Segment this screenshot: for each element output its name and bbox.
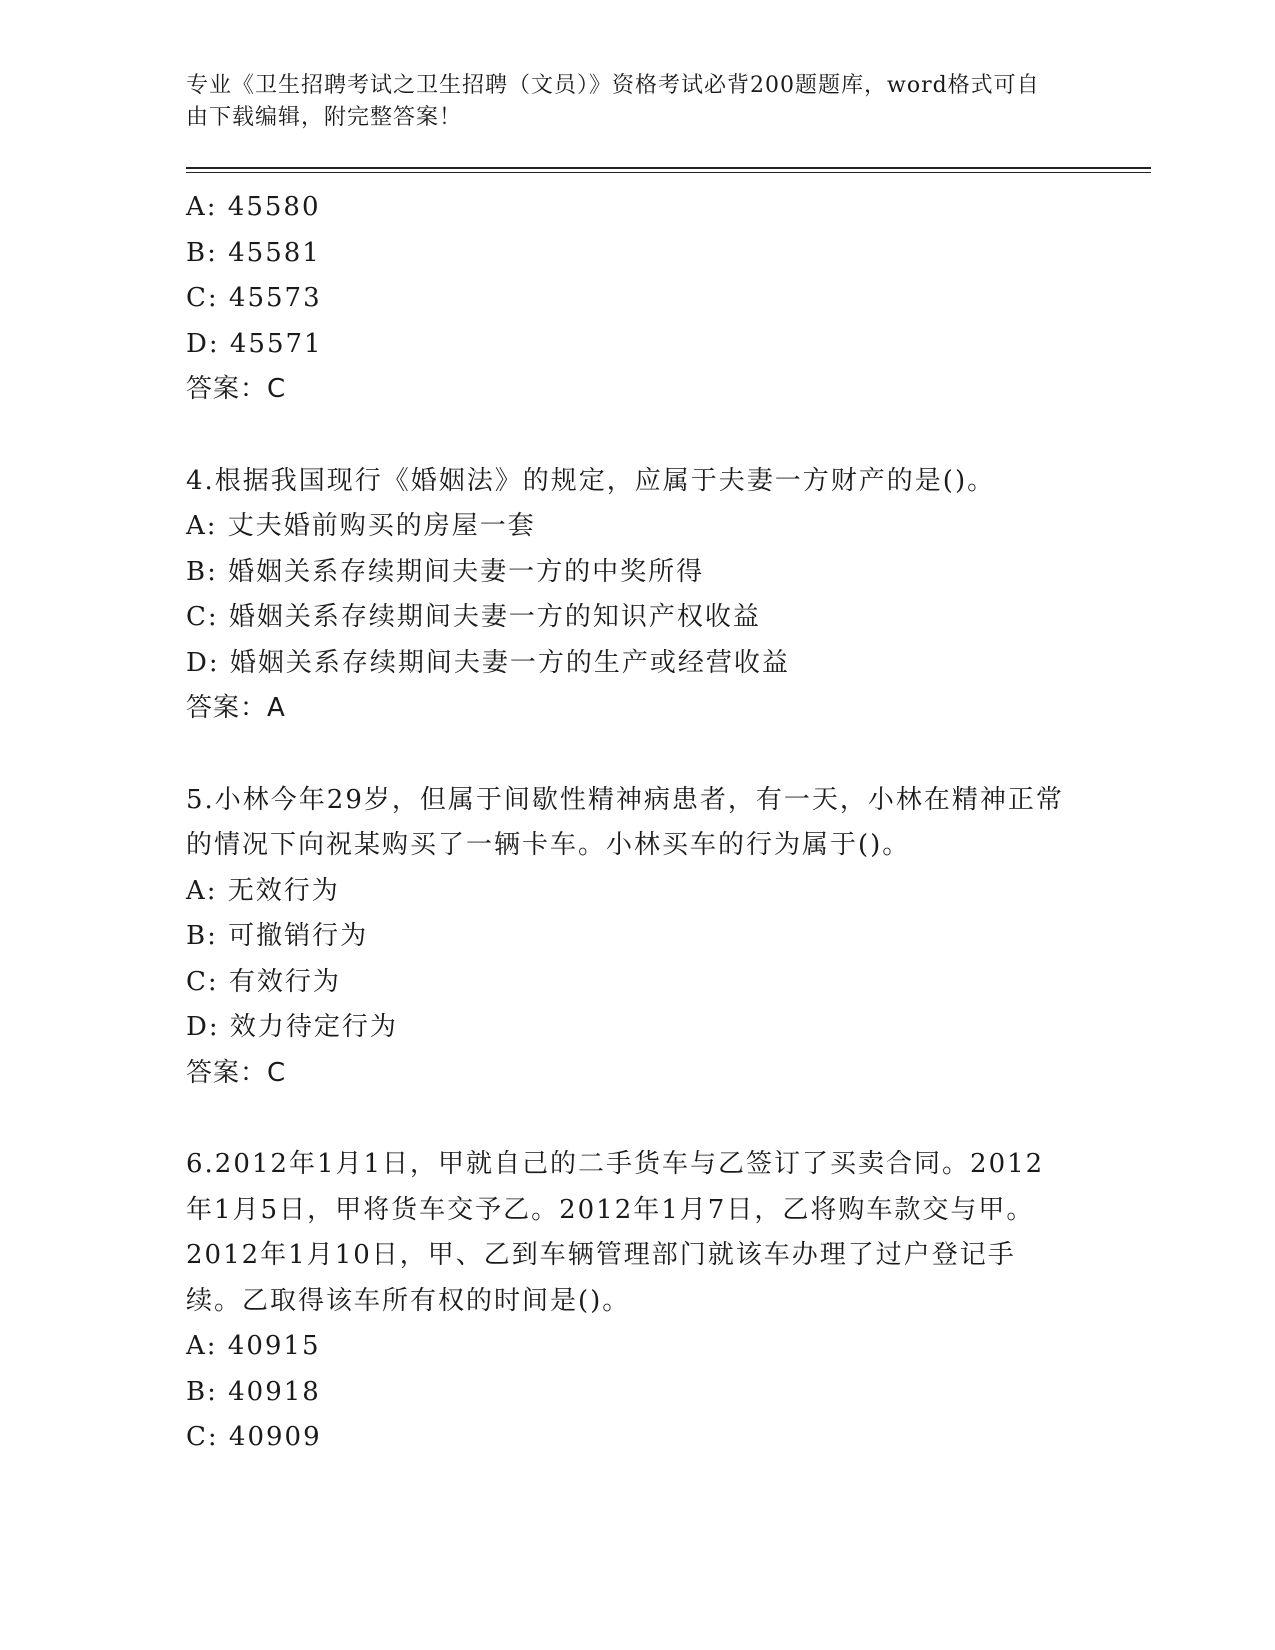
option-b: B: 40918 bbox=[186, 1376, 321, 1407]
option-b: B: 45581 bbox=[186, 237, 321, 268]
block-spacer bbox=[186, 732, 1086, 778]
option-a: A: 40915 bbox=[186, 1331, 321, 1361]
question-block-4 bbox=[186, 459, 1086, 732]
question-block-6 bbox=[186, 1142, 1086, 1461]
option-c: C: 40909 bbox=[186, 1422, 322, 1452]
answer-text: 答案：C bbox=[186, 1057, 287, 1088]
option-b: B: 婚姻关系存续期间夫妻一方的中奖所得 bbox=[186, 556, 705, 587]
question-stem: 4.根据我国现行《婚姻法》的规定，应属于夫妻一方财产的是()。 bbox=[186, 465, 996, 496]
block-spacer bbox=[186, 413, 1086, 459]
option-d: D: 婚姻关系存续期间夫妻一方的生产或经营收益 bbox=[186, 647, 790, 678]
header-divider bbox=[186, 167, 1151, 173]
question-block-3 bbox=[186, 185, 1086, 413]
header-rule-thick bbox=[186, 167, 1151, 169]
answer-text: 答案：C bbox=[186, 374, 287, 404]
option-d: D: 45571 bbox=[186, 328, 323, 359]
option-b: B: 可撤销行为 bbox=[186, 921, 369, 951]
answer-text: 答案：A bbox=[186, 693, 286, 723]
option-c: C: 有效行为 bbox=[186, 966, 341, 997]
option-c: C: 婚姻关系存续期间夫妻一方的知识产权收益 bbox=[186, 602, 761, 632]
document-page bbox=[186, 70, 1086, 1461]
document-header: 专业《卫生招聘考试之卫生招聘（文员）》资格考试必背200题题库，word格式可自由下载编辑，附完整答案！ bbox=[186, 73, 1040, 130]
header-rule-thin bbox=[186, 172, 1151, 173]
option-d: D: 效力待定行为 bbox=[186, 1012, 398, 1042]
option-a: A: 丈夫婚前购买的房屋一套 bbox=[186, 511, 536, 541]
option-a: A: 无效行为 bbox=[186, 875, 340, 906]
question-stem: 6.2012年1月1日，甲就自己的二手货车与乙签订了买卖合同。2012年1月5日，甲将货车交予乙。2012年1月7日，乙将购车款交与甲。2012年1月10日，甲、乙到车辆管理部门就该车办理了过户登记手续。乙取得该车所有权的时间是()。 bbox=[186, 1149, 1045, 1316]
question-list bbox=[186, 185, 1086, 1461]
question-block-5 bbox=[186, 778, 1086, 1097]
question-stem: 5.小林今年29岁，但属于间歇性精神病患者，有一天，小林在精神正常的情况下向祝某购买了一辆卡车。小林买车的行为属于()。 bbox=[186, 784, 1064, 860]
option-c: C: 45573 bbox=[186, 283, 322, 313]
block-spacer bbox=[186, 1096, 1086, 1142]
option-a: A: 45580 bbox=[186, 192, 321, 222]
